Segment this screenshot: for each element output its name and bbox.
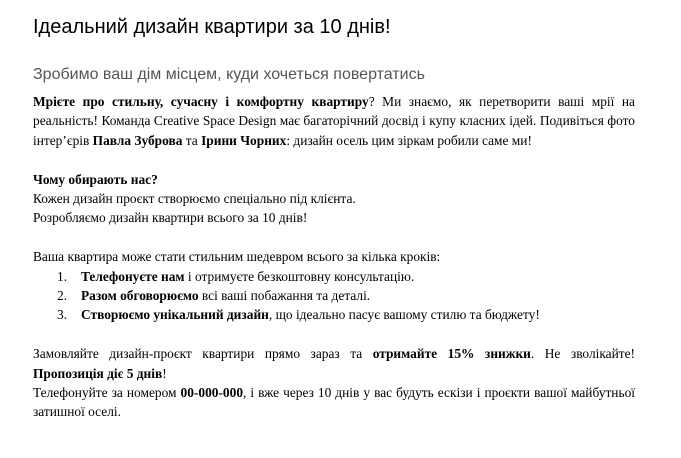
intro-text-1: ? Ми знаємо, як перетворити ваші мрії на реальність! Команда Creative Space Design має багаторічний досвід і купу класних ідей. Подивіться фото інтер’єрів bbox=[33, 94, 635, 148]
contact-text-2: , і вже через 10 днів у вас будуть ескізи і проєкти вашої майбутньої затишної оселі. bbox=[33, 385, 635, 420]
list-item-number: 3. bbox=[57, 307, 68, 323]
contact-text-1: Телефонуйте за номером bbox=[33, 385, 181, 401]
offer-deadline: Пропозиція діє 5 днів bbox=[33, 365, 163, 381]
contact-paragraph bbox=[33, 383, 635, 422]
list-item bbox=[33, 305, 635, 324]
list-item-number: 1. bbox=[57, 268, 68, 284]
list-item-text: , що ідеально пасує вашому стилю та бюджету! bbox=[268, 307, 540, 323]
why-line-2: Розробляємо дизайн квартири всього за 10 днів! bbox=[33, 210, 308, 226]
list-item-text: і отримуєте безкоштовну консультацію. bbox=[184, 268, 415, 284]
offer-text-2: . Не зволікайте! bbox=[530, 346, 636, 362]
steps-intro: Ваша квартира може стати стильним шедевром всього за кілька кроків: bbox=[33, 249, 441, 265]
list-item-bold: Телефонуєте нам bbox=[81, 268, 185, 284]
intro-text-3: : дизайн осель цим зіркам робили саме ми! bbox=[286, 132, 532, 148]
offer-paragraph bbox=[33, 344, 635, 383]
why-heading bbox=[33, 170, 635, 189]
offer-discount: отримайте 15% знижки bbox=[372, 346, 531, 362]
list-item-number: 2. bbox=[57, 288, 68, 304]
spacer bbox=[33, 150, 635, 169]
offer-text-1: Замовляйте дизайн-проєкт квартири прямо зараз та bbox=[33, 346, 373, 362]
intro-text-2: та bbox=[182, 132, 202, 148]
why-line-1: Кожен дизайн проєкт створюємо спеціально під клієнта. bbox=[33, 191, 356, 207]
intro-bold-name-1: Павла Зуброва bbox=[92, 132, 183, 148]
steps-list bbox=[33, 267, 635, 325]
document-body bbox=[33, 92, 635, 422]
document-title: Ідеальний дизайн квартири за 10 днів! bbox=[33, 16, 391, 38]
spacer bbox=[33, 228, 635, 247]
list-item-text: всі ваші побажання та деталі. bbox=[198, 288, 371, 304]
list-item-bold: Разом обговорюємо bbox=[81, 288, 199, 304]
document-subtitle: Зробимо ваш дім місцем, куди хочеться повертатись bbox=[33, 66, 425, 83]
contact-phone: 00-000-000 bbox=[180, 385, 244, 401]
intro-bold-quality: Мрієте про стильну, сучасну і комфортну квартиру bbox=[33, 94, 369, 109]
intro-bold-name-2: Ірини Чорних bbox=[201, 132, 287, 148]
list-item bbox=[33, 286, 635, 305]
intro-paragraph bbox=[33, 92, 635, 150]
offer-text-3: ! bbox=[162, 365, 167, 381]
list-item bbox=[33, 267, 635, 286]
why-heading-text: Чому обирають нас? bbox=[33, 171, 158, 187]
list-item-bold: Створюємо унікальний дизайн bbox=[81, 307, 269, 323]
spacer bbox=[33, 325, 635, 344]
